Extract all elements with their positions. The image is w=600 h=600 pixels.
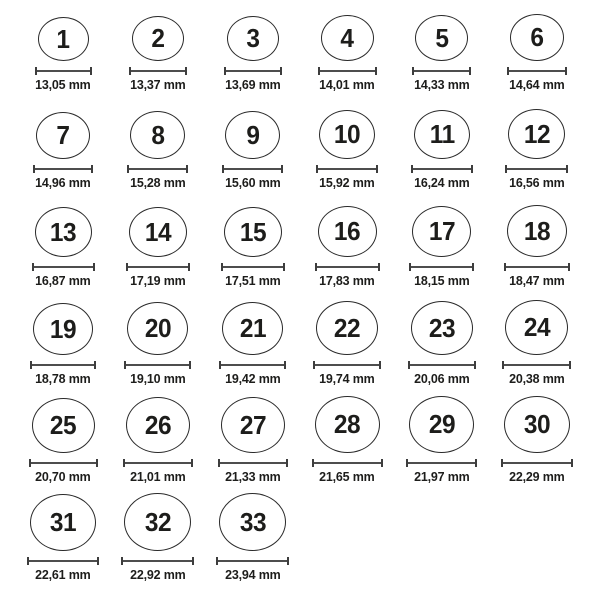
ring-size-item bbox=[16, 0, 111, 98]
ring-size-item bbox=[205, 294, 300, 392]
ring-size-item bbox=[395, 196, 490, 294]
ring-size-number: 2 bbox=[151, 23, 165, 54]
ring-circle bbox=[316, 301, 378, 355]
diameter-label: 15,28 mm bbox=[130, 174, 186, 190]
diameter-label: 20,06 mm bbox=[414, 370, 470, 386]
ring-circle bbox=[412, 206, 471, 257]
ring-circle bbox=[33, 303, 93, 355]
ring-size-item bbox=[16, 392, 111, 490]
diameter-measure-line bbox=[312, 459, 383, 467]
ring-size-number: 6 bbox=[530, 22, 544, 53]
ring-size-number: 31 bbox=[50, 507, 77, 538]
diameter-measure-line bbox=[316, 165, 378, 173]
diameter-label: 21,97 mm bbox=[414, 468, 470, 484]
chart-row bbox=[16, 98, 584, 196]
diameter-measure-line bbox=[224, 67, 282, 75]
diameter-measure-line bbox=[505, 165, 568, 173]
ring-size-item bbox=[395, 392, 490, 490]
ring-size-number: 14 bbox=[144, 216, 172, 247]
ring-size-item bbox=[489, 196, 584, 294]
ring-size-item bbox=[16, 196, 111, 294]
ring-size-number: 23 bbox=[428, 312, 456, 343]
diameter-label: 17,19 mm bbox=[130, 272, 186, 288]
ring-circle bbox=[315, 396, 380, 453]
diameter-label: 14,64 mm bbox=[508, 76, 565, 92]
ring-circle bbox=[35, 207, 92, 257]
ring-size-number: 26 bbox=[144, 409, 172, 440]
diameter-measure-line bbox=[221, 263, 285, 271]
ring-size-item bbox=[111, 98, 206, 196]
ring-size-item bbox=[205, 490, 300, 588]
ring-circle bbox=[219, 493, 286, 551]
ring-circle bbox=[319, 110, 375, 159]
ring-circle bbox=[222, 302, 283, 355]
ring-size-item bbox=[111, 490, 206, 588]
ring-size-item bbox=[489, 294, 584, 392]
ring-size-number: 9 bbox=[246, 119, 260, 150]
diameter-measure-line bbox=[507, 67, 567, 75]
ring-size-number: 10 bbox=[334, 119, 361, 150]
ring-circle bbox=[508, 109, 565, 159]
ring-circle bbox=[224, 207, 282, 257]
ring-size-item bbox=[205, 98, 300, 196]
ring-size-number: 8 bbox=[151, 119, 165, 150]
ring-size-number: 5 bbox=[435, 22, 449, 53]
diameter-label: 23,94 mm bbox=[224, 566, 281, 582]
ring-size-item bbox=[395, 0, 490, 98]
diameter-measure-line bbox=[124, 361, 191, 369]
ring-size-item bbox=[300, 98, 395, 196]
diameter-label: 21,33 mm bbox=[224, 468, 281, 484]
ring-size-item bbox=[111, 196, 206, 294]
ring-circle bbox=[505, 300, 568, 355]
ring-size-number: 16 bbox=[334, 216, 361, 247]
diameter-measure-line bbox=[32, 263, 95, 271]
ring-size-item bbox=[16, 98, 111, 196]
diameter-measure-line bbox=[218, 459, 288, 467]
diameter-measure-line bbox=[406, 459, 477, 467]
ring-size-item bbox=[489, 98, 584, 196]
ring-size-number: 20 bbox=[144, 313, 172, 344]
diameter-label: 13,37 mm bbox=[130, 76, 186, 92]
ring-size-item bbox=[300, 392, 395, 490]
diameter-measure-line bbox=[33, 165, 93, 173]
ring-size-number: 13 bbox=[50, 216, 77, 247]
diameter-label: 15,60 mm bbox=[224, 174, 281, 190]
ring-size-number: 17 bbox=[428, 216, 456, 247]
ring-size-number: 11 bbox=[429, 119, 455, 150]
ring-circle bbox=[130, 111, 185, 159]
ring-circle bbox=[124, 493, 191, 551]
ring-size-number: 33 bbox=[239, 506, 266, 537]
ring-circle bbox=[411, 301, 473, 355]
diameter-label: 18,78 mm bbox=[35, 370, 92, 386]
ring-size-item bbox=[300, 0, 395, 98]
ring-circle bbox=[507, 205, 567, 257]
diameter-measure-line bbox=[129, 67, 187, 75]
diameter-measure-line bbox=[408, 361, 476, 369]
ring-size-item bbox=[16, 490, 111, 588]
ring-size-number: 30 bbox=[523, 409, 550, 440]
diameter-measure-line bbox=[219, 361, 286, 369]
ring-circle bbox=[321, 15, 374, 61]
ring-circle bbox=[38, 17, 89, 61]
diameter-label: 18,15 mm bbox=[414, 272, 470, 288]
ring-size-item bbox=[111, 294, 206, 392]
ring-size-number: 4 bbox=[340, 22, 354, 53]
ring-circle bbox=[30, 494, 96, 551]
diameter-label: 19,74 mm bbox=[319, 370, 376, 386]
ring-size-number: 24 bbox=[523, 312, 550, 343]
ring-size-number: 12 bbox=[523, 118, 550, 149]
ring-size-number: 18 bbox=[523, 215, 550, 246]
chart-row bbox=[16, 0, 584, 98]
diameter-label: 17,51 mm bbox=[224, 272, 281, 288]
ring-size-item bbox=[111, 0, 206, 98]
ring-size-item bbox=[300, 196, 395, 294]
diameter-label: 22,61 mm bbox=[35, 566, 92, 582]
diameter-label: 14,01 mm bbox=[319, 76, 376, 92]
diameter-label: 22,92 mm bbox=[130, 566, 186, 582]
diameter-measure-line bbox=[409, 263, 474, 271]
ring-circle bbox=[225, 111, 280, 159]
ring-circle bbox=[129, 207, 187, 257]
diameter-label: 21,01 mm bbox=[130, 468, 186, 484]
diameter-measure-line bbox=[121, 557, 194, 565]
ring-circle bbox=[415, 15, 468, 61]
diameter-label: 13,05 mm bbox=[35, 76, 92, 92]
ring-size-item bbox=[16, 294, 111, 392]
diameter-label: 21,65 mm bbox=[319, 468, 376, 484]
diameter-measure-line bbox=[502, 361, 571, 369]
ring-circle bbox=[504, 396, 570, 453]
ring-size-number: 3 bbox=[246, 23, 260, 54]
ring-size-item bbox=[395, 98, 490, 196]
ring-circle bbox=[414, 110, 470, 159]
diameter-measure-line bbox=[501, 459, 573, 467]
ring-size-item bbox=[489, 392, 584, 490]
diameter-measure-line bbox=[412, 67, 471, 75]
diameter-measure-line bbox=[126, 263, 190, 271]
diameter-measure-line bbox=[35, 67, 92, 75]
chart-row bbox=[16, 196, 584, 294]
diameter-label: 19,42 mm bbox=[224, 370, 281, 386]
ring-size-item bbox=[205, 0, 300, 98]
diameter-measure-line bbox=[27, 557, 99, 565]
diameter-measure-line bbox=[318, 67, 377, 75]
ring-size-number: 22 bbox=[334, 312, 361, 343]
diameter-label: 22,29 mm bbox=[508, 468, 565, 484]
diameter-label: 16,56 mm bbox=[508, 174, 565, 190]
ring-circle bbox=[126, 397, 190, 453]
ring-size-number: 19 bbox=[50, 313, 77, 344]
ring-size-number: 7 bbox=[56, 120, 70, 151]
diameter-measure-line bbox=[216, 557, 289, 565]
diameter-label: 17,83 mm bbox=[319, 272, 376, 288]
ring-size-item bbox=[300, 294, 395, 392]
ring-size-item bbox=[205, 392, 300, 490]
ring-size-number: 25 bbox=[50, 410, 77, 441]
diameter-measure-line bbox=[123, 459, 193, 467]
diameter-label: 20,70 mm bbox=[35, 468, 92, 484]
diameter-label: 19,10 mm bbox=[130, 370, 186, 386]
diameter-measure-line bbox=[411, 165, 473, 173]
diameter-label: 14,33 mm bbox=[414, 76, 470, 92]
diameter-label: 18,47 mm bbox=[508, 272, 565, 288]
ring-circle bbox=[32, 398, 95, 453]
ring-circle bbox=[36, 112, 90, 159]
ring-circle bbox=[221, 397, 285, 453]
diameter-label: 20,38 mm bbox=[508, 370, 565, 386]
ring-circle bbox=[318, 206, 377, 257]
ring-circle bbox=[510, 14, 564, 61]
ring-circle bbox=[227, 16, 279, 61]
diameter-measure-line bbox=[30, 361, 96, 369]
diameter-measure-line bbox=[127, 165, 188, 173]
ring-size-item bbox=[395, 294, 490, 392]
diameter-label: 16,24 mm bbox=[414, 174, 470, 190]
diameter-label: 15,92 mm bbox=[319, 174, 376, 190]
chart-row bbox=[16, 294, 584, 392]
diameter-label: 16,87 mm bbox=[35, 272, 92, 288]
ring-size-number: 29 bbox=[428, 409, 456, 440]
chart-row bbox=[16, 392, 584, 490]
diameter-measure-line bbox=[315, 263, 380, 271]
diameter-label: 14,96 mm bbox=[35, 174, 92, 190]
ring-size-number: 32 bbox=[144, 506, 172, 537]
ring-size-number: 27 bbox=[239, 409, 266, 440]
ring-circle bbox=[127, 302, 188, 355]
ring-size-number: 1 bbox=[56, 23, 70, 54]
chart-row bbox=[16, 490, 584, 588]
diameter-measure-line bbox=[222, 165, 283, 173]
diameter-measure-line bbox=[313, 361, 381, 369]
diameter-measure-line bbox=[29, 459, 98, 467]
ring-size-number: 21 bbox=[239, 313, 266, 344]
ring-size-item bbox=[489, 0, 584, 98]
ring-circle bbox=[409, 396, 474, 453]
ring-circle bbox=[132, 16, 184, 61]
ring-size-number: 28 bbox=[334, 409, 361, 440]
ring-size-item bbox=[111, 392, 206, 490]
diameter-measure-line bbox=[504, 263, 570, 271]
diameter-label: 13,69 mm bbox=[224, 76, 281, 92]
ring-size-item bbox=[205, 196, 300, 294]
ring-size-number: 15 bbox=[239, 216, 266, 247]
